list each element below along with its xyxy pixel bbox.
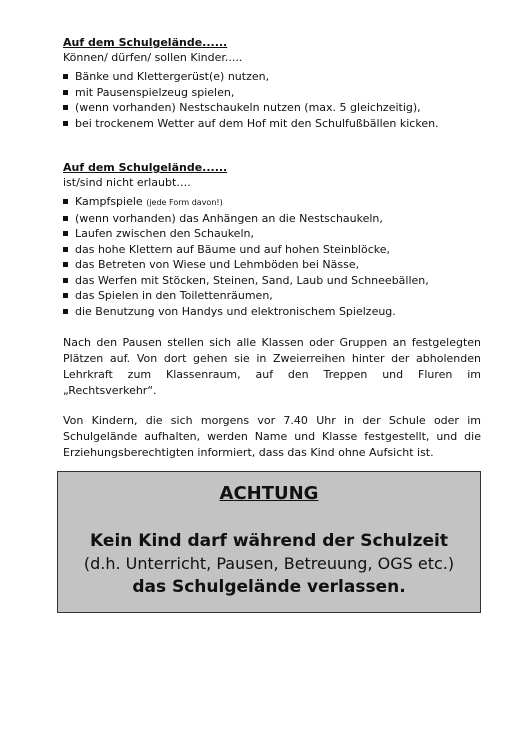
list-item [63, 69, 481, 85]
bullet-square-icon [63, 216, 68, 221]
list-item-text: das Spielen in den Toilettenräumen, [75, 289, 273, 302]
list-item [63, 100, 481, 116]
bullet-square-icon [63, 262, 68, 267]
list-item-text: bei trockenem Wetter auf dem Hof mit den Schulfußbällen kicken. [75, 116, 439, 130]
paragraph-after-breaks: Nach den Pausen stellen sich alle Klassen oder Gruppen an festgelegten Plätzen auf. Von dort gehen sie in Zweierreihen hinter der abholenden Lehrkraft zum Klassenraum, auf den Treppen und Fluren im „Rechtsverkehr“. [63, 336, 481, 397]
list-item [63, 85, 481, 101]
forbidden-list [63, 194, 481, 319]
allowed-list [63, 69, 481, 131]
bullet-square-icon [63, 247, 68, 252]
warning-line-2: (d.h. Unterricht, Pausen, Betreuung, OGS etc.) [83, 554, 455, 573]
list-item-text: Laufen zwischen den Schaukeln, [75, 227, 254, 240]
list-item-text: (wenn vorhanden) Nestschaukeln nutzen (max. 5 gleichzeitig), [75, 101, 421, 114]
bullet-square-icon [63, 121, 68, 126]
section-forbidden-title: Auf dem Schulgelände...... [63, 161, 228, 174]
list-item [63, 288, 481, 304]
document-body [63, 36, 481, 461]
bullet-square-icon [63, 74, 68, 79]
warning-heading: ACHTUNG [219, 483, 319, 504]
list-item [63, 304, 481, 320]
list-item-note: (jede Form davon!) [146, 198, 223, 207]
list-item [63, 211, 481, 227]
list-item [63, 257, 481, 273]
list-item [63, 116, 481, 132]
bullet-square-icon [63, 231, 68, 236]
section-allowed [63, 36, 481, 131]
list-item [63, 242, 481, 258]
section-allowed-title: Auf dem Schulgelände...... [63, 36, 228, 49]
list-item [63, 194, 481, 211]
list-item-text: mit Pausenspielzeug spielen, [75, 85, 235, 99]
warning-line-3: das Schulgelände verlassen. [132, 577, 406, 597]
list-item-text: das Betreten von Wiese und Lehmböden bei Nässe, [75, 258, 360, 271]
list-item-text: Kampfspiele [75, 195, 143, 208]
bullet-square-icon [63, 278, 68, 283]
bullet-square-icon [63, 293, 68, 298]
list-item-text: Bänke und Klettergerüst(e) nutzen, [75, 70, 270, 83]
bullet-square-icon [63, 199, 68, 204]
list-item-text: (wenn vorhanden) das Anhängen an die Nestschaukeln, [75, 211, 383, 225]
bullet-square-icon [63, 105, 68, 110]
section-forbidden-subtitle: ist/sind nicht erlaubt…. [63, 176, 191, 189]
warning-line-1: Kein Kind darf während der Schulzeit [90, 531, 448, 551]
list-item-text: das hohe Klettern auf Bäume und auf hohen Steinblöcke, [75, 242, 390, 256]
list-item [63, 226, 481, 242]
bullet-square-icon [63, 309, 68, 314]
list-item-text: das Werfen mit Stöcken, Steinen, Sand, Laub und Schneebällen, [75, 273, 429, 287]
section-allowed-subtitle: Können/ dürfen/ sollen Kinder..... [63, 51, 243, 64]
section-forbidden [63, 161, 481, 319]
paragraph-early-arrival: Von Kindern, die sich morgens vor 7.40 Uhr in der Schule oder im Schulgelände aufhalten, werden Name und Klasse festgestellt, und die Erziehungsberechtigten informiert, dass das Kind ohne Aufsicht ist. [63, 414, 481, 459]
bullet-square-icon [63, 90, 68, 95]
list-item [63, 273, 481, 289]
warning-box [57, 471, 481, 613]
list-item-text: die Benutzung von Handys und elektronischem Spielzeug. [75, 304, 396, 318]
